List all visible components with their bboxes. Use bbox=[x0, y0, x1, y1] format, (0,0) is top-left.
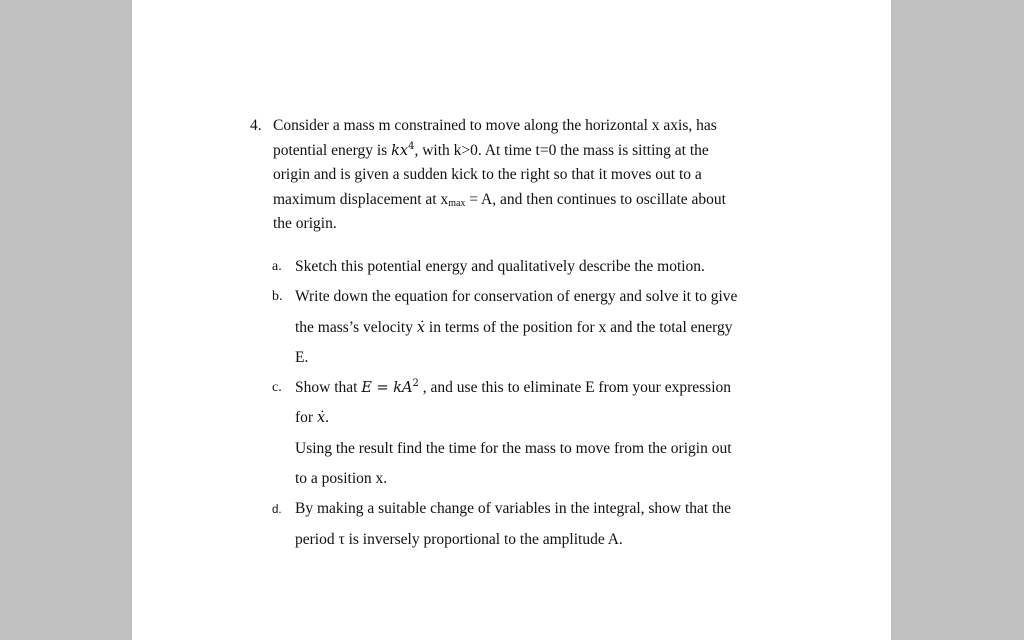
item-letter-d: d. bbox=[272, 504, 282, 517]
energy-formula: $E = kA^2$ bbox=[361, 378, 419, 397]
problem-line-1: Consider a mass m constrained to move along the horizontal x axis, has bbox=[273, 117, 717, 134]
potential-formula: $kx^4$ bbox=[391, 140, 415, 159]
item-letter-b: b. bbox=[272, 289, 283, 305]
sub-question-a: a. Sketch this potential energy and qualitatively describe the motion. bbox=[272, 252, 792, 282]
problem-line-5: the origin. bbox=[273, 215, 337, 232]
sub-question-b: b. Write down the equation for conservation of energy and solve it to give the mass’s velocity ẋ in terms of the position for x and the total energy E. bbox=[272, 282, 792, 373]
problem-line-3: origin and is given a sudden kick to the right so that it moves out to a bbox=[273, 166, 702, 183]
item-letter-c: c. bbox=[272, 380, 282, 396]
velocity-symbol: ẋ bbox=[316, 410, 326, 427]
problem-statement bbox=[273, 114, 790, 237]
velocity-symbol: ẋ bbox=[416, 319, 426, 336]
item-letter-a: a. bbox=[272, 259, 282, 274]
sub-questions bbox=[272, 252, 792, 555]
problem-line-2: potential energy is $kx^4$, with k>0. At time t=0 the mass is sitting at the bbox=[273, 140, 709, 159]
xmax-subscript: max bbox=[448, 197, 466, 209]
sub-question-d: d. By making a suitable change of variables in the integral, show that the period τ is inversely proportional to the amplitude A. bbox=[272, 494, 792, 555]
problem-line-4: maximum displacement at $x_{max} = A$, and then continues to oscillate about bbox=[273, 190, 726, 209]
document-page bbox=[132, 0, 891, 640]
problem-number: 4. bbox=[250, 117, 262, 134]
problem-4 bbox=[250, 114, 790, 237]
sub-question-c: c. Show that $E = kA^2$ , and use this to eliminate E from your expression for ẋ. Using the result find the time for the mass to move from the origin out to a position x. bbox=[272, 373, 792, 494]
